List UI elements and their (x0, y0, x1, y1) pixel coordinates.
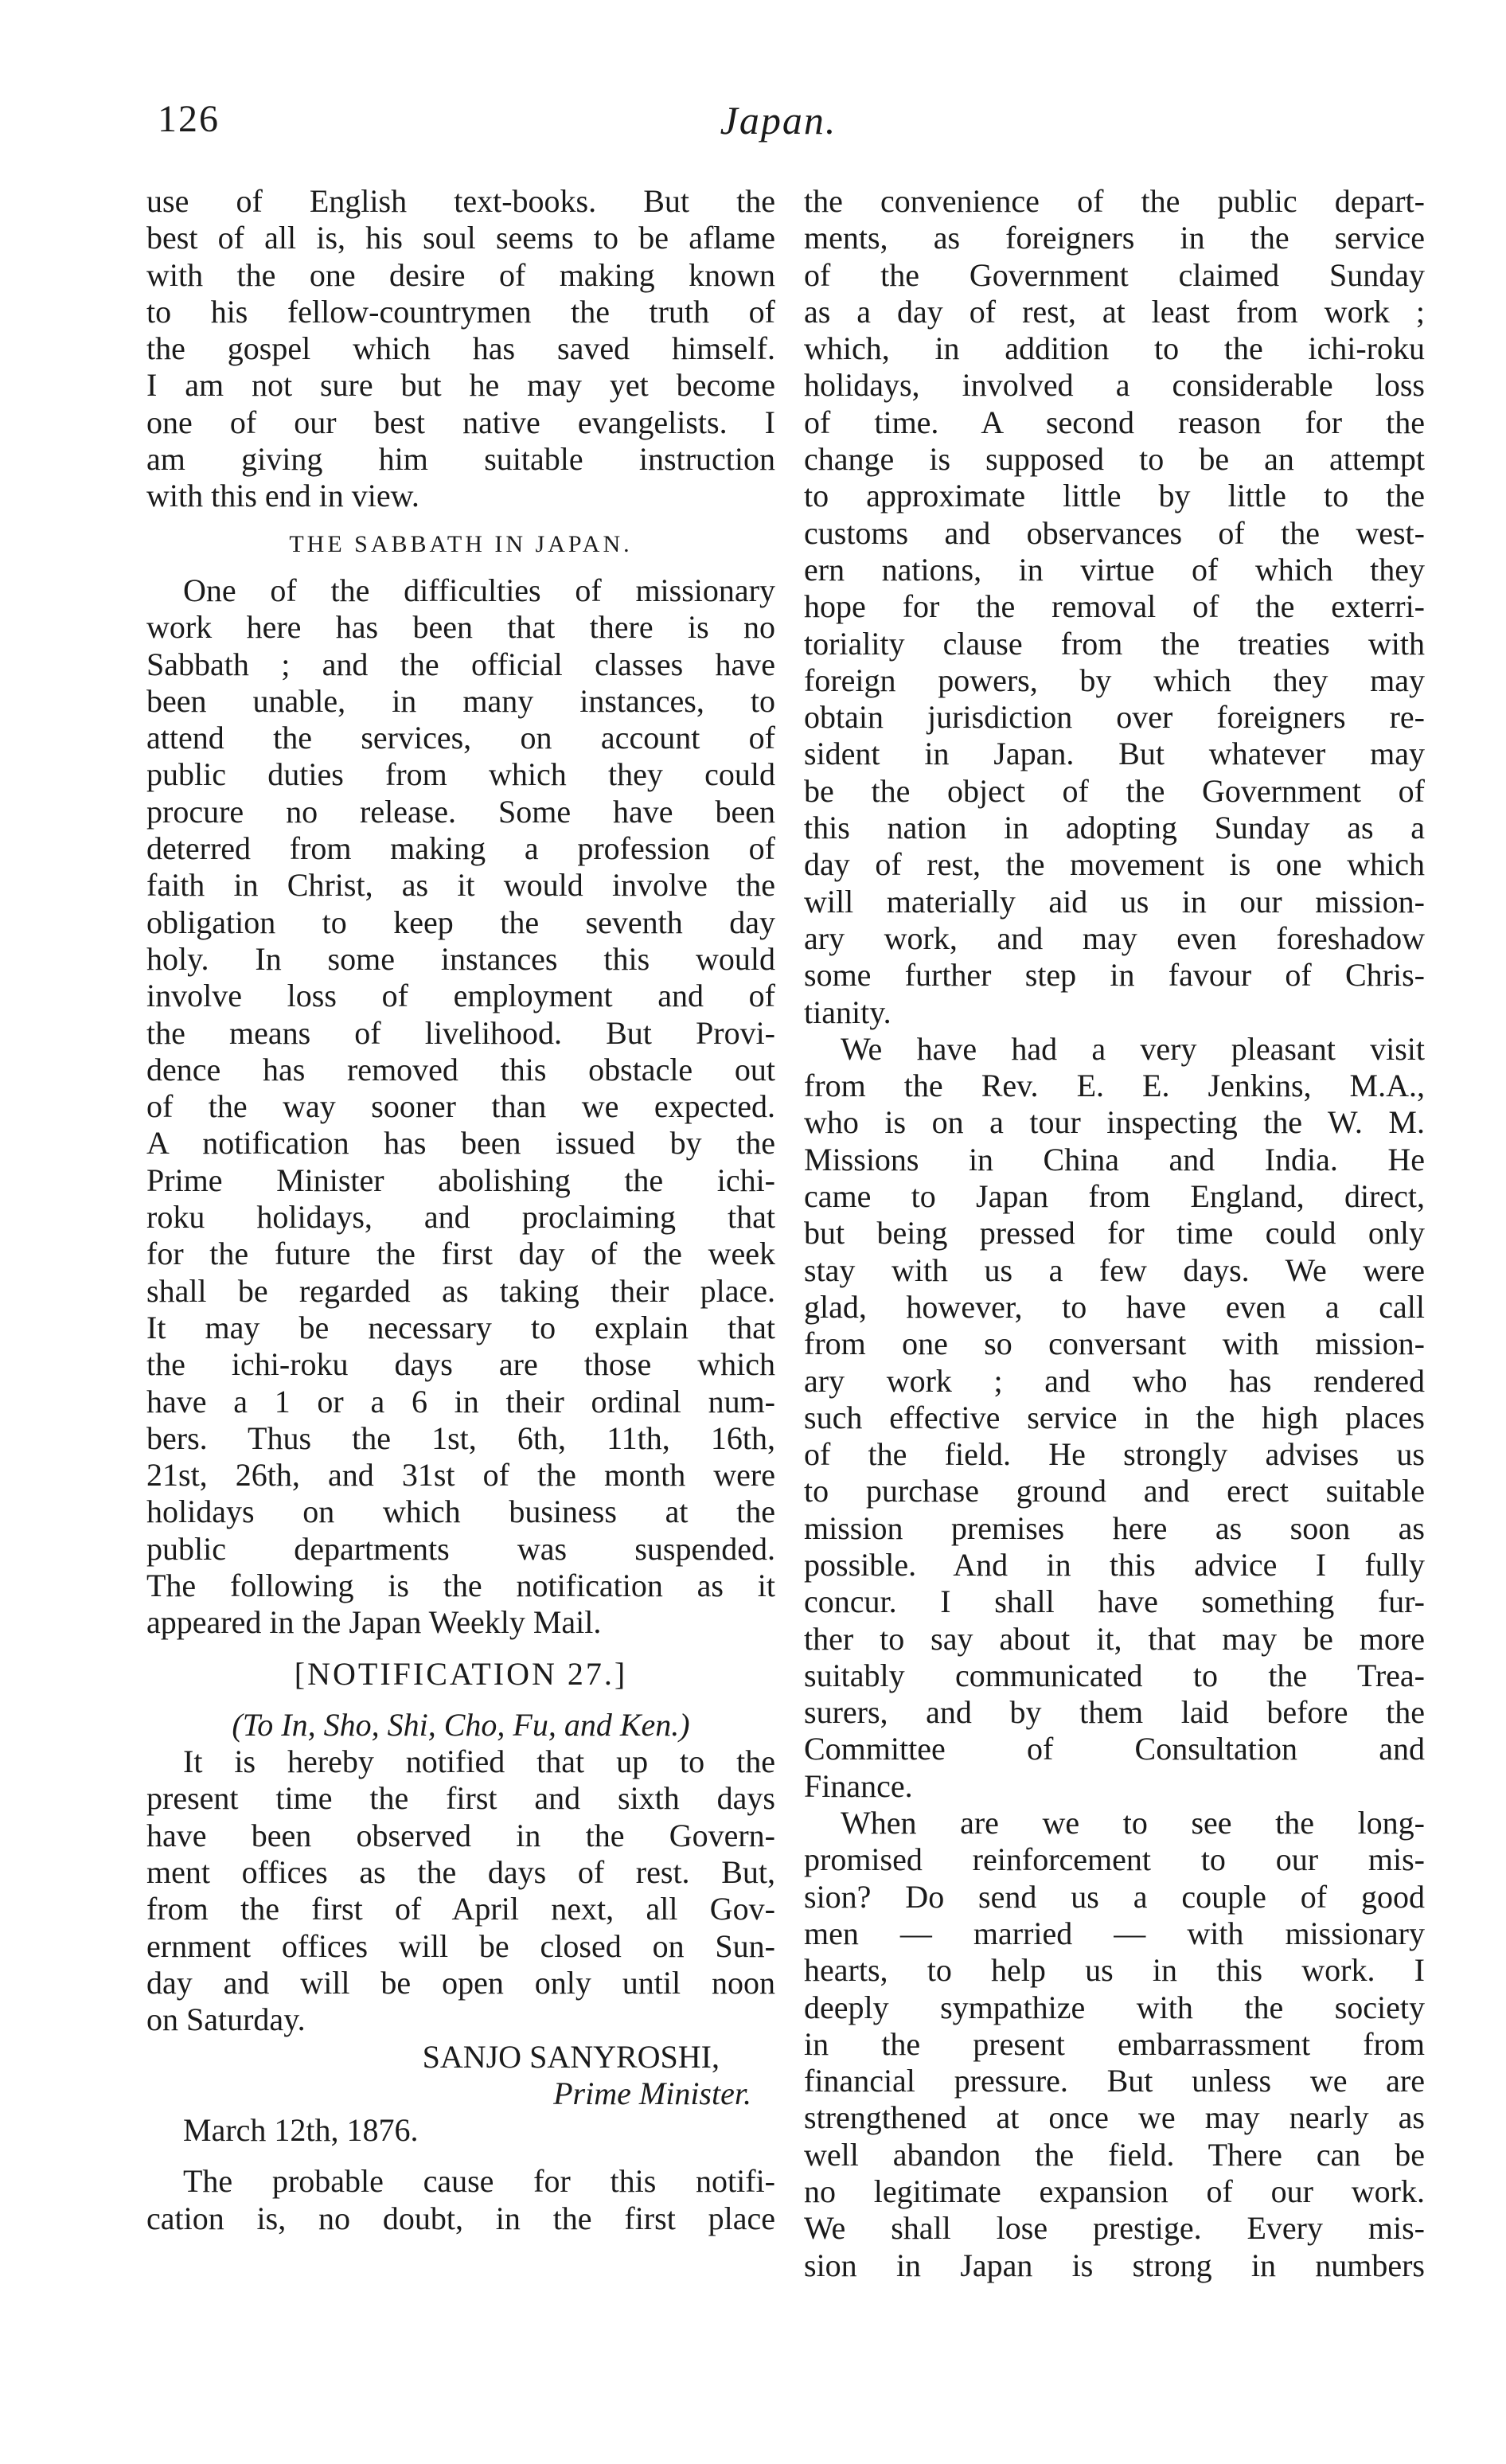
text-line: appeared in the Japan Weekly Mail. (146, 1604, 602, 1641)
text-line: one of our best native evangelists. I (146, 404, 775, 440)
paragraph-left-1 (146, 183, 775, 515)
text-line: public departments was suspended. (146, 1530, 775, 1567)
text-line: to approximate little by little to the (804, 478, 1425, 514)
signature-title: Prime Minister. (553, 2075, 751, 2111)
text-line: ment offices as the days of rest. But, (146, 1854, 775, 1891)
text-line: ary work, and may even foreshadow (804, 920, 1425, 956)
text-line: holidays on which business at the (146, 1494, 775, 1530)
text-line: bers. Thus the 1st, 6th, 11th, 16th, (146, 1419, 775, 1456)
left-column (146, 183, 775, 2237)
page-number: 126 (158, 98, 220, 140)
paragraph-right-1 (804, 183, 1425, 1031)
text-line: from the Rev. E. E. Jenkins, M.A., (804, 1068, 1425, 1104)
text-line: attend the services, on account of (146, 720, 775, 756)
text-line: involve loss of employment and of (146, 978, 775, 1014)
text-line: work here has been that there is no (146, 609, 775, 646)
text-line: been unable, in many instances, to (146, 682, 775, 719)
text-line: sion? Do send us a couple of good (804, 1878, 1425, 1915)
text-line: Finance. (804, 1767, 913, 1804)
text-line: glad, however, to have even a call (804, 1288, 1425, 1325)
text-line: toriality clause from the treaties with (804, 625, 1425, 662)
text-line: financial pressure. But unless we are (804, 2063, 1425, 2099)
text-line: day of rest, the movement is one which (804, 846, 1425, 883)
text-line: deeply sympathize with the society (804, 1989, 1425, 2025)
text-line: deterred from making a profession of (146, 830, 775, 867)
text-line: obtain jurisdiction over foreigners re- (804, 699, 1425, 736)
text-line: Sabbath ; and the official classes have (146, 646, 775, 682)
text-line: ther to say about it, that may be more (804, 1620, 1425, 1657)
text-line: the gospel which has saved himself. (146, 330, 775, 367)
text-line: the ichi-roku days are those which (146, 1346, 775, 1383)
text-line: ary work ; and who has rendered (804, 1362, 1425, 1399)
text-line: this nation in adopting Sunday as a (804, 810, 1425, 846)
text-line: When are we to see the long- (841, 1805, 1425, 1841)
section-heading: THE SABBATH IN JAPAN. (289, 530, 633, 557)
text-line: Committee of Consultation and (804, 1731, 1425, 1767)
text-line: ments, as foreigners in the service (804, 220, 1425, 256)
text-line: of the field. He strongly advises us (804, 1436, 1425, 1473)
text-line: with the one desire of making known (146, 256, 775, 293)
text-line: on Saturday. (146, 2001, 306, 2038)
text-line: We have had a very pleasant visit (841, 1030, 1425, 1067)
text-line: procure no release. Some have been (146, 793, 775, 830)
text-line: some further step in favour of Chris- (804, 957, 1425, 994)
text-line: as a day of rest, at least from work ; (804, 293, 1425, 330)
text-line: Missions in China and India. He (804, 1141, 1425, 1177)
text-line: hearts, to help us in this work. I (804, 1952, 1425, 1989)
text-line: obligation to keep the seventh day (146, 904, 775, 940)
text-line: the convenience of the public depart- (804, 183, 1425, 219)
text-line: came to Japan from England, direct, (804, 1178, 1425, 1215)
text-line: such effective service in the high places (804, 1399, 1425, 1435)
text-line: suitably communicated to the Trea- (804, 1657, 1425, 1693)
text-line: no legitimate expansion of our work. (804, 2173, 1425, 2210)
text-line: use of English text-books. But the (146, 183, 775, 219)
text-line: strengthened at once we may nearly as (804, 2099, 1425, 2136)
text-line: of the Government claimed Sunday (804, 256, 1425, 293)
signature-name: SANJO SANYROSHI, (422, 2038, 720, 2075)
text-line: sion in Japan is strong in numbers (804, 2247, 1425, 2283)
text-line: I am not sure but he may yet become (146, 367, 775, 404)
text-line: for the future the first day of the week (146, 1236, 775, 1272)
text-line: The probable cause for this notifi- (183, 2163, 775, 2200)
text-line: faith in Christ, as it would involve the (146, 867, 775, 904)
text-line: but being pressed for time could only (804, 1215, 1425, 1252)
text-line: ernment offices will be closed on Sun- (146, 1927, 775, 1964)
text-line: It is hereby notified that up to the (183, 1744, 775, 1780)
text-line: cation is, no doubt, in the first place (146, 2200, 775, 2236)
text-line: to his fellow-countrymen the truth of (146, 293, 775, 330)
notification-date: March 12th, 1876. (183, 2112, 419, 2149)
running-title: Japan. (720, 98, 837, 143)
text-line: The following is the notification as it (146, 1567, 775, 1603)
text-line: It may be necessary to explain that (146, 1309, 775, 1345)
paragraph-left-4 (146, 2163, 775, 2237)
text-line: tianity. (804, 994, 892, 1030)
text-line: of the way sooner than we expected. (146, 1088, 775, 1125)
text-line: A notification has been issued by the (146, 1125, 775, 1162)
text-line: best of all is, his soul seems to be aflame (146, 220, 775, 256)
text-line: shall be regarded as taking their place. (146, 1272, 775, 1309)
text-line: promised reinforcement to our mis- (804, 1841, 1425, 1878)
text-line: from one so conversant with mission- (804, 1326, 1425, 1362)
text-line: in the present embarrassment from (804, 2025, 1425, 2062)
text-line: One of the difficulties of missionary (183, 572, 775, 608)
paragraph-right-3 (804, 1805, 1425, 2284)
page-header (158, 97, 1399, 161)
paragraph-right-2 (804, 1031, 1425, 1805)
text-line: have been observed in the Govern- (146, 1817, 775, 1853)
right-column (804, 183, 1425, 2284)
text-line: have a 1 or a 6 in their ordinal num- (146, 1383, 775, 1419)
text-line: with this end in view. (146, 478, 419, 514)
text-line: We shall lose prestige. Every mis- (804, 2210, 1425, 2247)
text-line: hope for the removal of the exterri- (804, 588, 1425, 625)
text-line: holidays, involved a considerable loss (804, 367, 1425, 404)
text-line: be the object of the Government of (804, 772, 1425, 809)
text-line: will materially aid us in our mission- (804, 883, 1425, 920)
text-line: present time the first and sixth days (146, 1780, 775, 1817)
text-line: roku holidays, and proclaiming that (146, 1199, 775, 1236)
notification-addressees: (To In, Sho, Shi, Cho, Fu, and Ken.) (232, 1706, 690, 1743)
text-line: public duties from which they could (146, 756, 775, 793)
text-line: surers, and by them laid before the (804, 1694, 1425, 1731)
text-line: day and will be open only until noon (146, 1964, 775, 2001)
notification-title: [NOTIFICATION 27.] (294, 1655, 628, 1692)
text-line: foreign powers, by which they may (804, 662, 1425, 698)
paragraph-left-2 (146, 572, 775, 1642)
text-line: who is on a tour inspecting the W. M. (804, 1104, 1425, 1141)
text-line: of time. A second reason for the (804, 404, 1425, 440)
text-line: which, in addition to the ichi-roku (804, 330, 1425, 367)
text-line: men — married — with missionary (804, 1915, 1425, 1951)
text-line: to purchase ground and erect suitable (804, 1473, 1425, 1509)
text-line: am giving him suitable instruction (146, 441, 775, 478)
text-line: Prime Minister abolishing the ichi- (146, 1162, 775, 1198)
text-line: mission premises here as soon as (804, 1509, 1425, 1546)
text-line: dence has removed this obstacle out (146, 1051, 775, 1088)
text-line: from the first of April next, all Gov- (146, 1891, 775, 1927)
text-line: 21st, 26th, and 31st of the month were (146, 1457, 775, 1494)
text-line: customs and observances of the west- (804, 514, 1425, 551)
text-line: possible. And in this advice I fully (804, 1546, 1425, 1583)
text-line: stay with us a few days. We were (804, 1252, 1425, 1288)
text-line: sident in Japan. But whatever may (804, 736, 1425, 772)
text-line: change is supposed to be an attempt (804, 441, 1425, 478)
text-line: the means of livelihood. But Provi- (146, 1014, 775, 1051)
paragraph-left-3 (146, 1744, 775, 2038)
text-line: holy. In some instances this would (146, 940, 775, 977)
text-line: concur. I shall have something fur- (804, 1583, 1425, 1620)
text-line: ern nations, in virtue of which they (804, 551, 1425, 588)
text-line: well abandon the field. There can be (804, 2136, 1425, 2173)
